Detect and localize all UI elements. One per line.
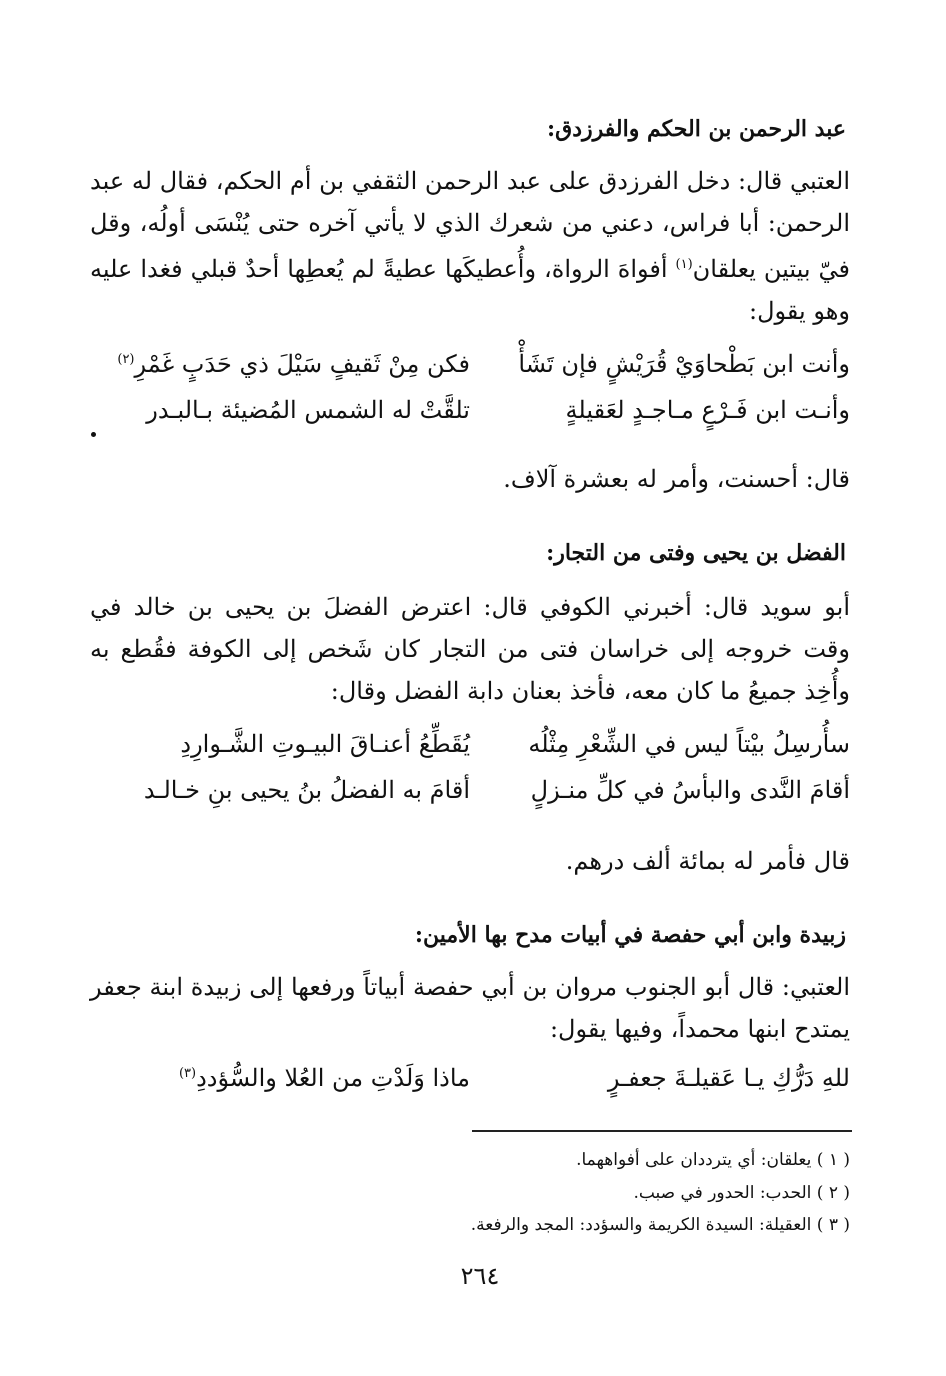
section-heading-2: الفضل بن يحيى وفتى من التجار: xyxy=(546,540,846,566)
section-heading-3: زبيدة وابن أبي حفصة في أبيات مدح بها الأمين: xyxy=(414,922,846,948)
verse-hemistich-left xyxy=(90,350,470,378)
verse-line xyxy=(90,396,850,436)
footnote-item xyxy=(250,1183,850,1203)
closing-line-1: قال: أحسنت، وأمر له بعشرة آلاف. xyxy=(503,465,850,493)
verse-hemistich-left-text: فكن مِنْ ثَقيفٍ سَيْلَ ذي حَدَبٍ غَمْرِ xyxy=(134,350,470,378)
verse-hemistich-left: يُقَطِّعُ أعنـاقَ البيـوتِ الشَّـوارِدِ xyxy=(180,730,470,758)
verse-hemistich-left: تلقَّتْ له الشمس المُضيئة بـالبـدر xyxy=(146,396,470,424)
verse-line xyxy=(90,776,850,816)
verse-hemistich-left-text: ماذا وَلَدْتِ من العُلا والسُّؤددِ xyxy=(196,1064,470,1092)
verse-hemistich-right: للهِ دَرُّكِ يـا عَقيلـةَ جعفـرٍ xyxy=(607,1064,850,1092)
verse-line xyxy=(90,730,850,770)
footnote-number: ( ٣ ) xyxy=(816,1215,850,1235)
page-number: ٢٦٤ xyxy=(460,1262,500,1290)
paragraph-text: العتبي قال: دخل الفرزدق على عبد الرحمن الثقفي بن أم الحكم، فقال له عبد الرحمن: أبا فراس، دعني من شعرك الذي لا يأتي آخره حتى يُنْسَى أولُه، وقل فيّ بيتين يعلقان xyxy=(90,167,850,283)
verse-hemistich-right: سأُرسِلُ بيْتاً ليس في الشِّعْرِ مِثْلُه xyxy=(528,730,850,758)
footnote-number: ( ١ ) xyxy=(816,1150,850,1170)
verse-line xyxy=(90,350,850,390)
verse-hemistich-right: أقامَ النَّدى والبأسُ في كلِّ منـزلٍ xyxy=(530,776,850,804)
footnote-item xyxy=(250,1150,850,1170)
verse-hemistich-right: وأنـت ابن فَـرْعٍ مـاجـدٍ لعَقيلةٍ xyxy=(565,396,850,424)
section-paragraph-2: أبو سويد قال: أخبرني الكوفي قال: اعترض الفضلَ بن يحيى بن خالد في وقت خروجه إلى خراسان فتى من التجار كان شَخص إلى الكوفة فقُطع به وأُخِذ جميعُ ما كان معه، فأخذ بعنان دابة الفضل وقال: xyxy=(90,593,850,705)
footnote-item xyxy=(250,1215,850,1235)
verse-line xyxy=(90,1064,850,1104)
footnote-text: العقيلة: السيدة الكريمة والسؤدد: المجد والرفعة. xyxy=(470,1215,812,1235)
footnote-mark-3: (٣) xyxy=(178,1066,197,1081)
footnote-divider xyxy=(472,1130,852,1132)
closing-line-2: قال فأمر له بمائة ألف درهم. xyxy=(565,847,850,875)
footnote-mark-2: (٢) xyxy=(117,352,135,367)
stray-dot xyxy=(91,432,96,437)
section-paragraph-3: العتبي: قال أبو الجنوب مروان بن أبي حفصة أبياتاً ورفعها إلى زبيدة ابنة جعفر يمتدح ابنها محمداً، وفيها يقول: xyxy=(90,973,850,1043)
section-paragraph-1 xyxy=(90,160,850,332)
verse-hemistich-left: أقامَ به الفضلُ بنُ يحيى بنِ خـالـد xyxy=(143,776,470,804)
verse-hemistich-left xyxy=(90,1064,470,1092)
section-heading-1: عبد الرحمن بن الحكم والفرزدق: xyxy=(547,116,846,142)
paragraph-text-cont: أفواهَ الرواة، وأُعطيكَها عطيةً لم يُعطِها أحدٌ قبلي فغدا عليه وهو يقول: xyxy=(90,255,850,325)
footnote-mark-1: (١) xyxy=(675,257,693,272)
footnote-number: ( ٢ ) xyxy=(816,1183,850,1203)
footnote-text: يعلقان: أي يترددان على أفواههما. xyxy=(576,1150,812,1170)
footnote-text: الحدب: الحدور في صبب. xyxy=(633,1183,812,1203)
verse-hemistich-right: وأنت ابن بَطْحاوَيْ قُرَيْشٍ فإن تَشَأْ xyxy=(518,350,850,378)
